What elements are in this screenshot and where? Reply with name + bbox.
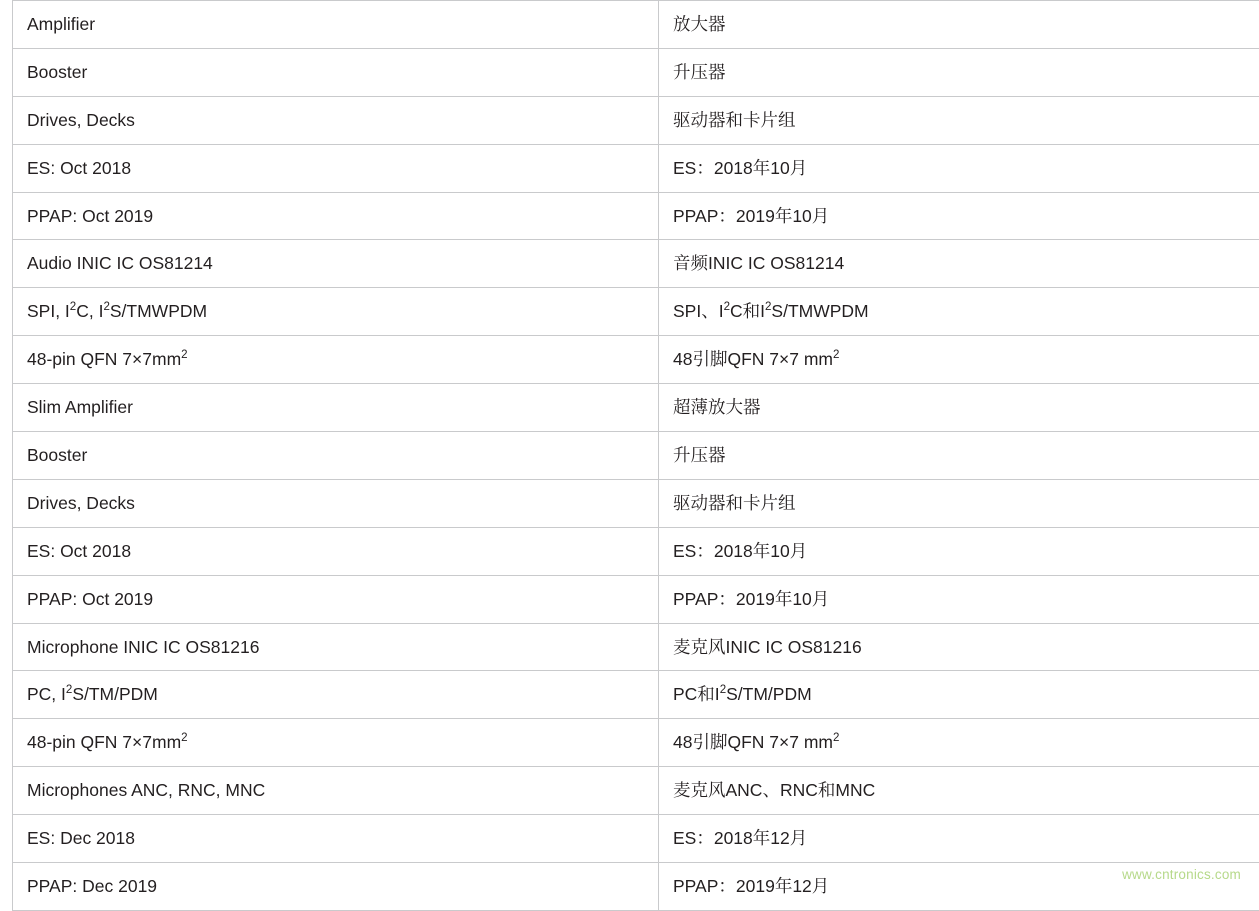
cell-chinese: PPAP：2019年12月 (659, 863, 1259, 911)
specification-table (12, 0, 1259, 911)
table-row (13, 623, 1259, 671)
cell-chinese: 麦克风INIC IC OS81216 (659, 623, 1259, 671)
cell-chinese: 音频INIC IC OS81214 (659, 240, 1259, 288)
cell-english: PPAP: Dec 2019 (13, 863, 659, 911)
cell-english: Drives, Decks (13, 479, 659, 527)
table-row (13, 671, 1259, 719)
cell-chinese: 48引脚QFN 7×7 $mm^2$ (659, 719, 1259, 767)
table-row (13, 192, 1259, 240)
site-watermark: www.cntronics.com (1122, 867, 1241, 882)
table-row (13, 96, 1259, 144)
cell-english: Amplifier (13, 1, 659, 49)
cell-english: ES: Oct 2018 (13, 144, 659, 192)
table-row (13, 144, 1259, 192)
table-row (13, 336, 1259, 384)
cell-english: ES: Oct 2018 (13, 527, 659, 575)
table-row (13, 288, 1259, 336)
cell-chinese: 驱动器和卡片组 (659, 479, 1259, 527)
cell-english: 48-pin QFN $7\times 7mm^2$ (13, 336, 659, 384)
bilingual-table-container (12, 0, 1247, 911)
cell-english: Drives, Decks (13, 96, 659, 144)
cell-chinese: 放大器 (659, 1, 1259, 49)
table-row (13, 479, 1259, 527)
cell-chinese: 麦克风ANC、RNC和MNC (659, 767, 1259, 815)
table-row (13, 575, 1259, 623)
table-row (13, 48, 1259, 96)
cell-chinese: ES：2018年12月 (659, 815, 1259, 863)
cell-chinese: 超薄放大器 (659, 384, 1259, 432)
cell-english: PPAP: Oct 2019 (13, 575, 659, 623)
table-body (13, 1, 1259, 911)
cell-english: Audio INIC IC OS81214 (13, 240, 659, 288)
cell-chinese: PPAP：2019年10月 (659, 575, 1259, 623)
cell-chinese: PPAP：2019年10月 (659, 192, 1259, 240)
cell-english: Microphones ANC, RNC, MNC (13, 767, 659, 815)
cell-chinese: PC和$I^2S/TM$/PDM (659, 671, 1259, 719)
cell-english: Microphone INIC IC OS81216 (13, 623, 659, 671)
cell-english: Booster (13, 48, 659, 96)
cell-chinese: 升压器 (659, 48, 1259, 96)
cell-chinese: ES：2018年10月 (659, 527, 1259, 575)
table-row (13, 767, 1259, 815)
table-row (13, 815, 1259, 863)
cell-english: Slim Amplifier (13, 384, 659, 432)
cell-chinese: 驱动器和卡片组 (659, 96, 1259, 144)
table-row (13, 384, 1259, 432)
cell-english: Booster (13, 432, 659, 480)
cell-english: PC, $I^2S/TM$/PDM (13, 671, 659, 719)
cell-english: 48-pin QFN $7\times 7mm^2$ (13, 719, 659, 767)
table-row (13, 719, 1259, 767)
cell-english: ES: Dec 2018 (13, 815, 659, 863)
cell-chinese: ES：2018年10月 (659, 144, 1259, 192)
table-row (13, 432, 1259, 480)
table-row (13, 240, 1259, 288)
cell-chinese: 48引脚QFN 7×7 $mm^2$ (659, 336, 1259, 384)
cell-english: SPI, $I^2C$, $I^2S$/TMWPDM (13, 288, 659, 336)
cell-chinese: SPI、$I^2C$和$I^2S$/TMWPDM (659, 288, 1259, 336)
cell-chinese: 升压器 (659, 432, 1259, 480)
cell-english: PPAP: Oct 2019 (13, 192, 659, 240)
table-row (13, 1, 1259, 49)
table-row (13, 863, 1259, 911)
table-row (13, 527, 1259, 575)
